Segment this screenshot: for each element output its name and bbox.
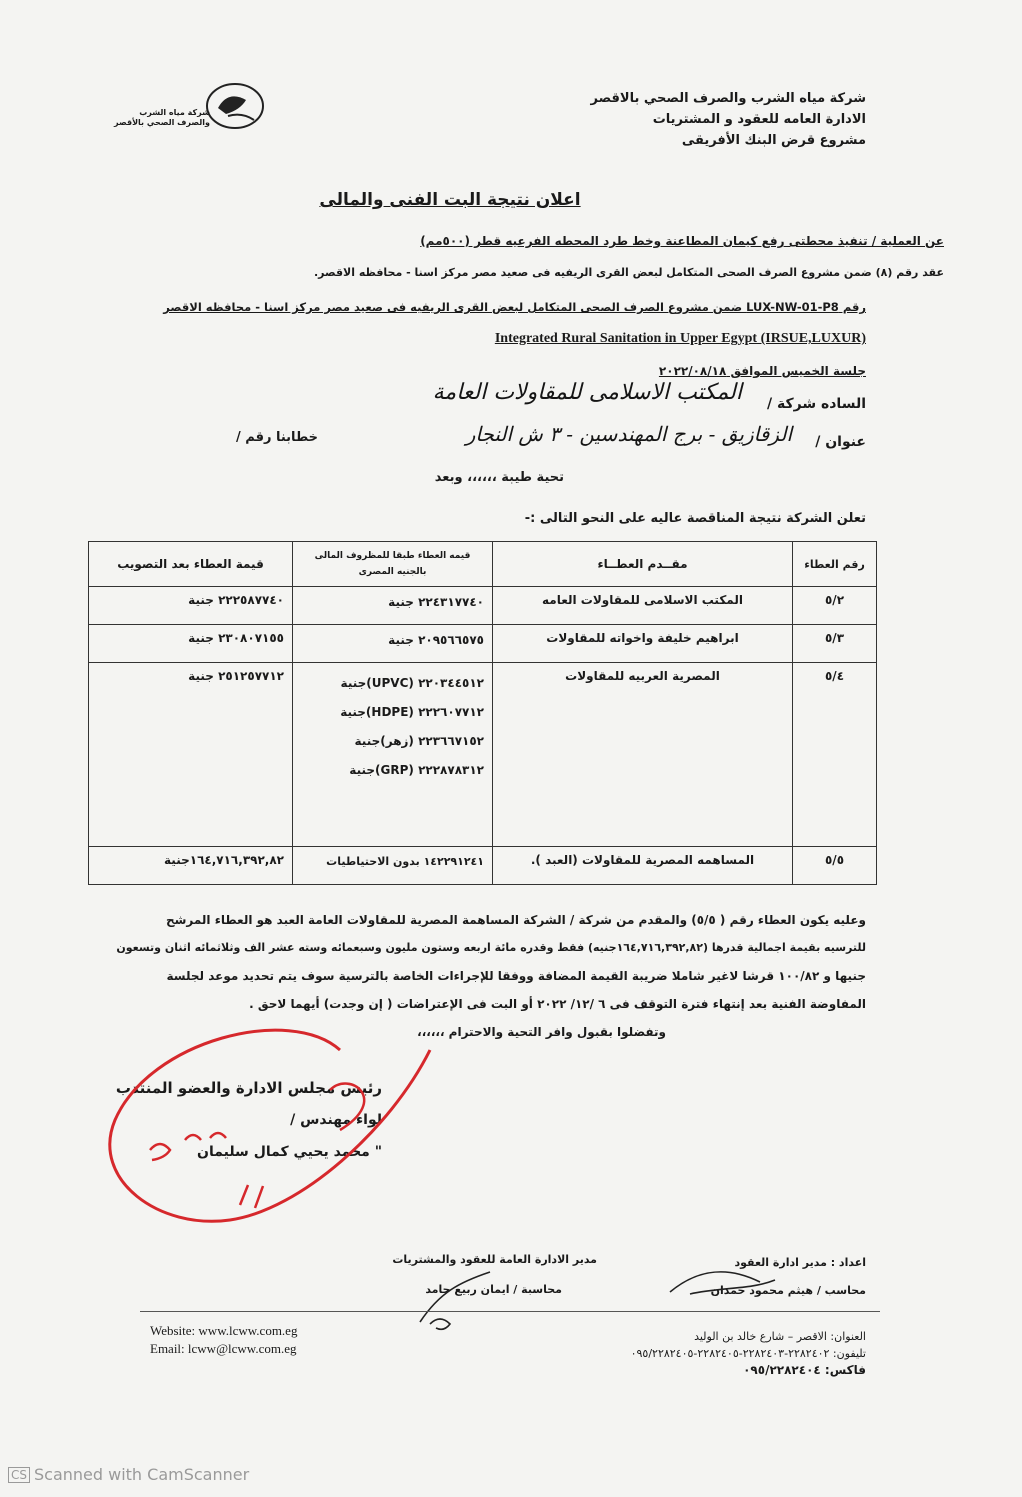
cell-corrected: ١٦٤,٧١٦,٣٩٢,٨٢جنية [89, 847, 293, 885]
prepared-name: محاسب / هيثم محمود حمدان [710, 1284, 866, 1297]
cell-corrected: ٢٣٠٨٠٧١٥٥ جنية [89, 625, 293, 663]
logo-text-1: شركة مياه الشرب [139, 108, 210, 117]
greeting: تحية طيبة ،،،،،، وبعد [434, 470, 564, 485]
chairman-title: رئيس مجلس الادارة والعضو المنتدب [115, 1079, 382, 1097]
page-title: اعلان نتيجة البت الفنى والمالى [319, 190, 581, 210]
address-text: العنوان: الاقصر – شارع خالد بن الوليد [694, 1330, 866, 1343]
director-name: محاسبة / ايمان ربيع حامد [425, 1283, 562, 1296]
session-line: جلسة الخميس الموافق ٢٠٢٢/٠٨/١٨ [658, 364, 866, 378]
table-row [89, 587, 877, 625]
table-row [89, 663, 877, 847]
camscanner-text: Scanned with CamScanner [34, 1465, 250, 1484]
department-name: الادارة العامه للعقود و المشتريات [652, 112, 866, 127]
cell-corrected: ٢٢٢٥٨٧٧٤٠ جنية [89, 587, 293, 625]
company-name: شركة مياه الشرب والصرف الصحي بالاقصر [590, 91, 866, 106]
red-signature-mark [90, 1010, 460, 1250]
address-label: عنوان / [815, 434, 866, 450]
results-table [88, 541, 877, 885]
table-header-row [89, 542, 877, 587]
footer-contacts [150, 1322, 297, 1358]
closing-line-2: للترسيه بقيمة اجمالية قدرها (١٦٤,٧١٦,٣٩٢,٨٢جنيه) فقط وقدره مائة اربعه وستون مليون وسبعمائه وسته عشر الف وثلاثمائه اثنان وتسعون [116, 941, 866, 954]
cell-number: ٥/٥ [793, 847, 877, 885]
cell-bidder: ابراهيم خليفة واخواته للمقاولات [493, 625, 793, 663]
header-value-corrected: قيمة العطاء بعد التصويب [89, 542, 293, 587]
footer-divider [140, 1311, 880, 1312]
chairman-name: " محمد يحيي كمال سليمان [197, 1144, 382, 1160]
website-text: Website: www.lcww.com.eg [150, 1323, 298, 1338]
header-bidder: مقــدم العطــاء [493, 542, 793, 587]
company-logo [110, 78, 270, 148]
footer-address [631, 1328, 866, 1379]
logo-text-2: والصرف الصحي بالأقصر [114, 118, 210, 127]
header-number: رقم العطاء [793, 542, 877, 587]
operation-line: عن العملية / تنفيذ محطتى رفع كيمان المطاعنة وخط طرد المحطه الفرعيه قطر (٥٠٠مم) [420, 234, 944, 248]
cell-number: ٥/٤ [793, 663, 877, 847]
cell-corrected: ٢٥١٢٥٧٧١٢ جنية [89, 663, 293, 847]
program-line: Integrated Rural Sanitation in Upper Egypt (IRSUE,LUXUR) [494, 331, 866, 346]
company-label: الساده شركة / [767, 396, 866, 412]
closing-line-1: وعليه يكون العطاء رقم ( ٥/٥) والمقدم من شركة / الشركة المساهمة المصرية للمقاولات العامة العبد هو العطاء المرشح [165, 913, 866, 927]
prepared-label: اعداد : مدير ادارة العقود [734, 1256, 866, 1269]
cell-number: ٥/٢ [793, 587, 877, 625]
cell-value: ٢٠٩٥٦٦٥٧٥ جنية [293, 625, 493, 663]
contract-line: عقد رقم (٨) ضمن مشروع الصرف الصحى المتكامل لبعض القرى الريفيه فى صعيد مصر مركز اسنا - محافظه الاقصر. [313, 266, 944, 279]
fax-text: فاكس: ٠٩٥/٢٢٨٢٤٠٤ [743, 1363, 866, 1377]
number-line: رقم LUX-NW-01-P8 ضمن مشروع الصرف الصحى المتكامل لبعض القرى الريفيه فى صعيد مصر مركز اسنا - محافظه الاقصر [163, 300, 866, 314]
cell-value: ٢٢٠٣٤٤٥١٢ (UPVC)جنية ٢٢٢٦٠٧٧١٢ (HDPE)جنية ٢٢٣٦٦٧١٥٢ (زهر)جنية ٢٢٢٨٧٨٣١٢ (GRP)جنية [293, 663, 493, 847]
director-label: مدير الادارة العامة للعقود والمشتريات [392, 1253, 597, 1266]
cell-number: ٥/٣ [793, 625, 877, 663]
closing-line-4: المفاوضة الفنية بعد إنتهاء فترة التوقف فى ٦ /١٢/ ٢٠٢٢ أو البت فى الإعتراضات ( إن وجدت) أيهما لاحق . [249, 997, 866, 1011]
letter-number: خطابنا رقم / [236, 430, 318, 445]
rank-label: لواء مهندس / [290, 1112, 382, 1128]
closing-line-3: جنيها و ١٠٠/٨٢ قرشا لاغير شاملا ضريبة القيمة المضافة ووفقا للإجراءات الخاصة بالترسية سوف يتم تحديد موعد لجلسة [166, 969, 866, 983]
cell-value: ١٤٢٢٩١٢٤١ بدون الاحتياطيات [293, 847, 493, 885]
camscanner-watermark [8, 1465, 249, 1484]
cell-bidder: المصرية العربيه للمقاولات [493, 663, 793, 847]
closing-line-5: وتفضلوا بقبول وافر التحية والاحترام ،،،،،، [417, 1025, 666, 1039]
table-row [89, 625, 877, 663]
email-text: Email: lcww@lcww.com.eg [150, 1341, 297, 1356]
address-handwritten: الزقازيق - برج المهندسين - ٣ ش النجار [465, 422, 792, 446]
announcement: تعلن الشركة نتيجة المناقصة عاليه على النحو التالى :- [524, 511, 866, 526]
company-handwritten: المكتب الاسلامى للمقاولات العامة [432, 380, 742, 405]
prepared-signature [660, 1262, 780, 1302]
cell-bidder: المساهمه المصرية للمقاولات (العبد ). [493, 847, 793, 885]
phone-text: تليفون: ٢٢٨٢٤٠٢-٢٢٨٢٤٠٣-٢٢٨٢٤٠٥-٠٩٥/٢٢٨٢٤٠٥ [630, 1347, 866, 1360]
company-header [446, 88, 866, 151]
cell-bidder: المكتب الاسلامى للمقاولات العامه [493, 587, 793, 625]
director-signature [400, 1262, 520, 1337]
table-row [89, 847, 877, 885]
cell-value: ٢٢٤٣١٧٧٤٠ جنية [293, 587, 493, 625]
header-value-envelope: قيمه العطاء طبقا للمظروف المالى بالجنيه المصرى [293, 542, 493, 587]
camscanner-icon: CS [8, 1467, 30, 1483]
project-name: مشروع قرض البنك الأفريقى [681, 133, 866, 148]
